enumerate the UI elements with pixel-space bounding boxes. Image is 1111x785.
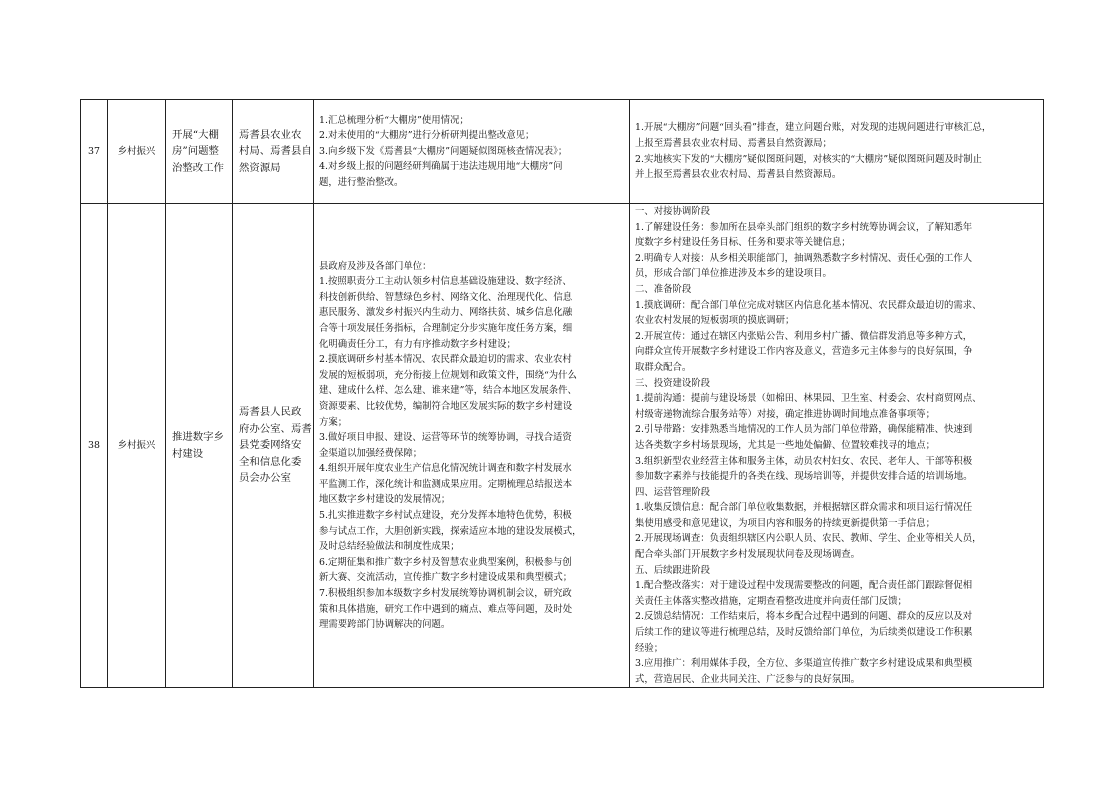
text-line: 并上报至焉耆县农业农村局、焉耆县自然资源局。 <box>635 169 842 181</box>
text-line: 1.按照职责分工主动认领乡村信息基础设施建设、数字经济、 <box>319 276 572 288</box>
text-line: 6.定期征集和推广数字乡村及智慧农业典型案例，积极参与创 <box>319 556 572 568</box>
county-duties-cell <box>314 204 630 688</box>
text-line: 发展的短板弱项，充分衔接上位规划和政策文件，围绕“为什么 <box>319 369 577 381</box>
text-line: 及时总结经验做法和制度性成果； <box>319 541 460 553</box>
text-line: 全和信息化委 <box>239 455 302 468</box>
text-line: 村建设 <box>172 447 204 460</box>
text-line: 2.反馈总结情况：工作结束后，将本乡配合过程中遇到的问题、群众的反应以及对 <box>635 611 973 623</box>
township-duties-cell <box>630 100 1044 204</box>
text-line: 惠民服务、激发乡村振兴内生动力、网络扶贫、城乡信息化融 <box>319 307 573 319</box>
text-line: 焉耆县人民政 <box>239 406 302 419</box>
text-line: 三、投资建设阶段 <box>635 377 711 389</box>
category-cell: 乡村振兴 <box>108 100 166 204</box>
text-line: 村级寄递物流综合服务站等）对接，确定推进协调时间地点准备事项等； <box>635 408 936 420</box>
text-line: 五、后续跟进阶段 <box>635 564 711 576</box>
text-line: 理需要跨部门协调解决的问题。 <box>319 619 451 631</box>
text-line: 4.组织开展年度农业生产信息化情况统计调查和数字村发展水 <box>319 463 572 475</box>
text-line: 达各类数字乡村场景现场，尤其是一些地处偏僻、位置较难找寻的地点； <box>635 439 936 451</box>
text-line: 3.做好项目申报、建设、运营等环节的统筹协调，寻找合适资 <box>319 432 572 444</box>
text-line: 3.应用推广：利用媒体手段，全方位、多渠道宣传推广数字乡村建设成果和典型模 <box>635 658 973 670</box>
text-line: 后续工作的建议等进行梳理总结，及时反馈给部门单位，为后续类似建设工作积累 <box>635 627 973 639</box>
text-line: 1.汇总梳理分析“大棚房”使用情况； <box>319 114 469 126</box>
text-line: 4.对乡级上报的问题经研判确属于违法违规用地“大棚房”问 <box>319 161 563 173</box>
township-duties-cell <box>630 204 1044 688</box>
text-line: 7.积极组织参加本级数字乡村发展统筹协调机制会议，研究政 <box>319 588 572 600</box>
task-cell <box>166 204 233 688</box>
responsible-unit-cell <box>233 204 314 688</box>
responsible-unit-cell <box>233 100 314 204</box>
text-line: 3.组织新型农业经营主体和服务主体，动员农村妇女、农民、老年人、干部等积极 <box>635 455 973 467</box>
text-line: 式，营造居民、企业共同关注、广泛参与的良好氛围。 <box>635 673 861 685</box>
text-line: 参加数字素养与技能提升的各类在线、现场培训等，并提供安排合适的培训场地。 <box>635 471 973 483</box>
text-line: 合等十项发展任务指标，合理制定分步实施年度任务方案，细 <box>319 322 573 334</box>
text-line: 2.对未使用的“大棚房”进行分析研判提出整改意见； <box>319 130 535 142</box>
text-line: 开展“大棚 <box>172 128 219 141</box>
task-cell <box>166 100 233 204</box>
text-line: 员会办公室 <box>239 472 291 485</box>
text-line: 上报至焉耆县农业农村局、焉耆县自然资源局； <box>635 137 832 149</box>
text-line: 1.开展“大棚房”问题“回头看”排查，建立问题台账，对发现的违规问题进行审核汇总， <box>635 122 992 134</box>
text-line: 配合牵头部门开展数字乡村发展现状问卷及现场调查。 <box>635 549 861 561</box>
text-line: 2.明确专人对接：从乡相关职能部门，抽调熟悉数字乡村情况、责任心强的工作人 <box>635 252 973 264</box>
text-line: 治整改工作 <box>172 161 224 174</box>
text-line: 集使用感受和意见建议，为项目内容和服务的持续更新提供第一手信息； <box>635 517 936 529</box>
text-line: 资源要素、比较优势，编制符合地区发展实际的数字乡村建设 <box>319 400 573 412</box>
text-line: 化明确责任分工，有力有序推动数字乡村建设； <box>319 338 516 350</box>
text-line: 员，形成合部门单位推进涉及本乡的建设项目。 <box>635 268 832 280</box>
text-line: 二、准备阶段 <box>635 283 692 295</box>
county-duties-cell <box>314 100 630 204</box>
text-line: 村局、焉耆县自 <box>239 145 312 158</box>
text-line: 2.摸底调研乡村基本情况、农民群众最迫切的需求、农业农村 <box>319 354 572 366</box>
text-line: 经验； <box>635 642 664 654</box>
category-cell: 乡村振兴 <box>108 204 166 688</box>
text-line: 方案； <box>319 416 348 428</box>
text-line: 县政府及涉及各部门单位： <box>319 260 432 272</box>
text-line: 科技创新供给、智慧绿色乡村、网络文化、治理现代化、信息 <box>319 291 573 303</box>
table-row <box>81 204 1044 688</box>
text-line: 平监测工作，深化统计和监测成果应用。定期梳理总结报送本 <box>319 478 573 490</box>
text-line: 新大赛、交流活动，宣传推广数字乡村建设成果和典型模式； <box>319 572 573 584</box>
text-line: 1.了解建设任务：参加所在县牵头部门组织的数字乡村统筹协调会议，了解知悉年 <box>635 221 973 233</box>
text-line: 2.开展现场调查：负责组织辖区内公职人员、农民、教师、学生、企业等相关人员， <box>635 533 982 545</box>
text-line: 1.收集反馈信息：配合部门单位收集数据，并根据辖区群众需求和项目运行情况任 <box>635 502 973 514</box>
text-line: 3.向乡级下发《焉耆县“大棚房”问题疑似图斑核查情况表》； <box>319 145 568 157</box>
text-line: 县党委网络安 <box>239 439 302 452</box>
text-line: 一、对接协调阶段 <box>635 206 711 217</box>
text-line: 策和具体措施，研究工作中遇到的痛点、难点等问题，及时处 <box>319 603 573 615</box>
text-line: 2.引导带路：安排熟悉当地情况的工作人员为部门单位带路，确保能精准、快速到 <box>635 424 973 436</box>
text-line: 1.摸底调研：配合部门单位完成对辖区内信息化基本情况、农民群众最迫切的需求、 <box>635 299 982 311</box>
text-line: 焉耆县农业农 <box>239 128 302 141</box>
row-number: 38 <box>81 204 108 688</box>
text-line: 参与试点工作，大胆创新实践，探索适应本地的建设发展模式， <box>319 525 582 537</box>
text-line: 向群众宣传开展数字乡村建设工作内容及意义，营造多元主体参与的良好氛围，争 <box>635 346 973 358</box>
text-line: 1.提前沟通：提前与建设场景（如棉田、林果园、卫生室、村委会、农村商贸网点、 <box>635 393 982 405</box>
text-line: 5.扎实推进数字乡村试点建设，充分发挥本地特色优势，积极 <box>319 510 572 522</box>
text-line: 取群众配合。 <box>635 361 692 373</box>
text-line: 关责任主体落实整改措施，定期查看整改进度并向责任部门反馈； <box>635 595 907 607</box>
text-line: 推进数字乡 <box>172 431 224 444</box>
task-table <box>80 99 1044 688</box>
text-line: 1.配合整改落实：对于建设过程中发现需要整改的问题，配合责任部门跟踪督促相 <box>635 580 973 592</box>
text-line: 金渠道以加强经费保障； <box>319 447 423 459</box>
text-line: 度数字乡村建设任务目标、任务和要求等关键信息； <box>635 237 851 249</box>
text-line: 题，进行整治整改。 <box>319 176 404 188</box>
text-line: 2.开展宣传：通过在辖区内张贴公告、利用乡村广播、微信群发消息等多种方式， <box>635 330 973 342</box>
text-line: 府办公室、焉耆 <box>239 422 312 435</box>
text-line: 农业农村发展的短板弱项的摸底调研； <box>635 315 795 327</box>
text-line: 四、运营管理阶段 <box>635 486 711 498</box>
text-line: 地区数字乡村建设的发展情况； <box>319 494 451 506</box>
text-line: 然资源局 <box>239 161 281 174</box>
text-line: 建、建成什么样、怎么建、谁来建”等，结合本地区发展条件、 <box>319 385 577 397</box>
text-line: 房”问题整 <box>172 145 219 158</box>
text-line: 2.实地核实下发的“大棚房”疑似图斑问题，对核实的“大棚房”疑似图斑问题及时制止 <box>635 153 982 165</box>
row-number: 37 <box>81 100 108 204</box>
table-row <box>81 100 1044 204</box>
